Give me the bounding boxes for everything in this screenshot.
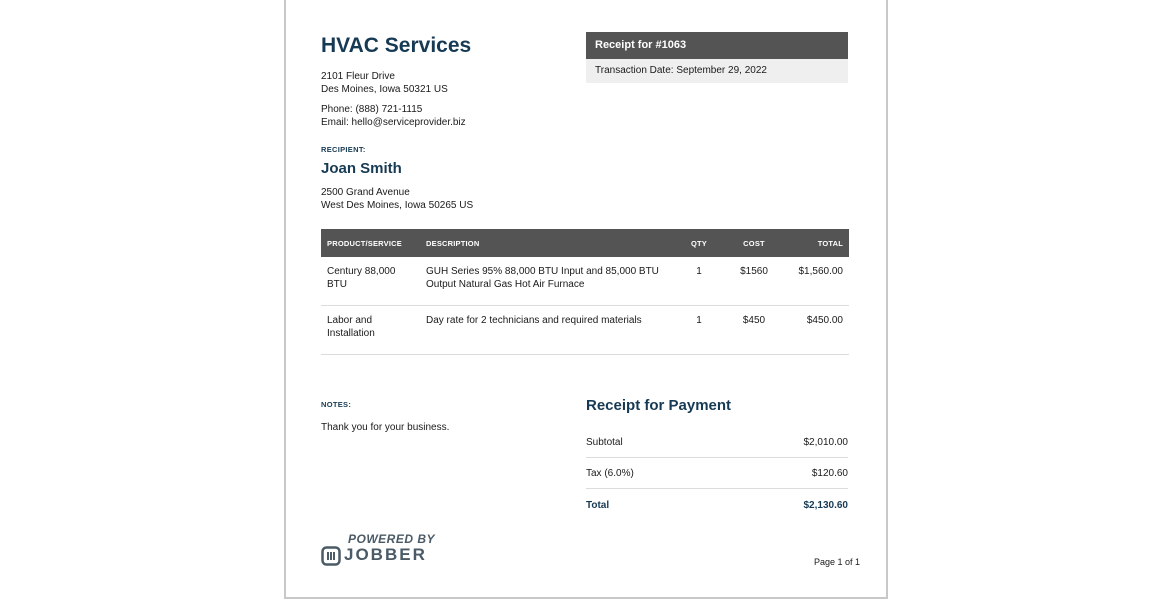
company-address-line2: Des Moines, Iowa 50321 US bbox=[321, 84, 448, 95]
header-description: DESCRIPTION bbox=[420, 229, 675, 257]
payment-title: Receipt for Payment bbox=[586, 397, 732, 414]
line-items-table bbox=[321, 229, 849, 355]
recipient-address-line2: West Des Moines, Iowa 50265 US bbox=[321, 200, 474, 211]
divider bbox=[586, 457, 848, 458]
table-row bbox=[321, 306, 849, 355]
row-description: Day rate for 2 technicians and required materials bbox=[420, 306, 675, 355]
jobber-wordmark: JOBBER bbox=[344, 545, 427, 564]
total-row bbox=[586, 500, 848, 511]
receipt-page bbox=[284, 0, 888, 599]
company-phone: Phone: (888) 721-1115 bbox=[321, 104, 423, 115]
header-total: TOTAL bbox=[785, 229, 849, 257]
recipient-address bbox=[321, 186, 473, 212]
company-address bbox=[321, 70, 448, 96]
recipient-name: Joan Smith bbox=[321, 160, 402, 177]
company-address-line1: 2101 Fleur Drive bbox=[321, 71, 395, 82]
table-row bbox=[321, 257, 849, 306]
divider bbox=[586, 488, 848, 489]
company-email: Email: hello@serviceprovider.biz bbox=[321, 117, 466, 128]
subtotal-label: Subtotal bbox=[586, 437, 623, 448]
page-number: Page 1 of 1 bbox=[813, 557, 860, 567]
subtotal-row bbox=[586, 437, 848, 448]
row-qty: 1 bbox=[675, 257, 723, 306]
row-total: $1,560.00 bbox=[785, 257, 849, 306]
table-header-row bbox=[321, 229, 849, 257]
recipient-label: RECIPIENT: bbox=[321, 145, 366, 154]
transaction-date: Transaction Date: September 29, 2022 bbox=[586, 59, 848, 83]
row-total: $450.00 bbox=[785, 306, 849, 355]
jobber-logo-icon bbox=[321, 546, 341, 566]
receipt-box bbox=[586, 32, 848, 83]
tax-label: Tax (6.0%) bbox=[586, 468, 634, 479]
row-product: Labor and Installation bbox=[321, 306, 420, 355]
row-description: GUH Series 95% 88,000 BTU Input and 85,000 BTU Output Natural Gas Hot Air Furnace bbox=[420, 257, 675, 306]
row-qty: 1 bbox=[675, 306, 723, 355]
subtotal-value: $2,010.00 bbox=[803, 437, 848, 448]
total-value: $2,130.60 bbox=[803, 500, 848, 511]
row-product: Century 88,000 BTU bbox=[321, 257, 420, 306]
row-cost: $1560 bbox=[723, 257, 785, 306]
total-label: Total bbox=[586, 500, 610, 511]
header-qty: QTY bbox=[675, 229, 723, 257]
header-product: PRODUCT/SERVICE bbox=[321, 229, 420, 257]
powered-by-text: POWERED BY bbox=[348, 532, 436, 546]
notes-text: Thank you for your business. bbox=[321, 422, 450, 433]
company-contact bbox=[321, 103, 466, 129]
receipt-number: Receipt for #1063 bbox=[586, 32, 848, 59]
row-cost: $450 bbox=[723, 306, 785, 355]
tax-value: $120.60 bbox=[811, 468, 848, 479]
recipient-address-line1: 2500 Grand Avenue bbox=[321, 187, 410, 198]
company-name: HVAC Services bbox=[321, 34, 472, 57]
notes-label: NOTES: bbox=[321, 400, 352, 409]
tax-row bbox=[586, 468, 848, 479]
header-cost: COST bbox=[723, 229, 785, 257]
